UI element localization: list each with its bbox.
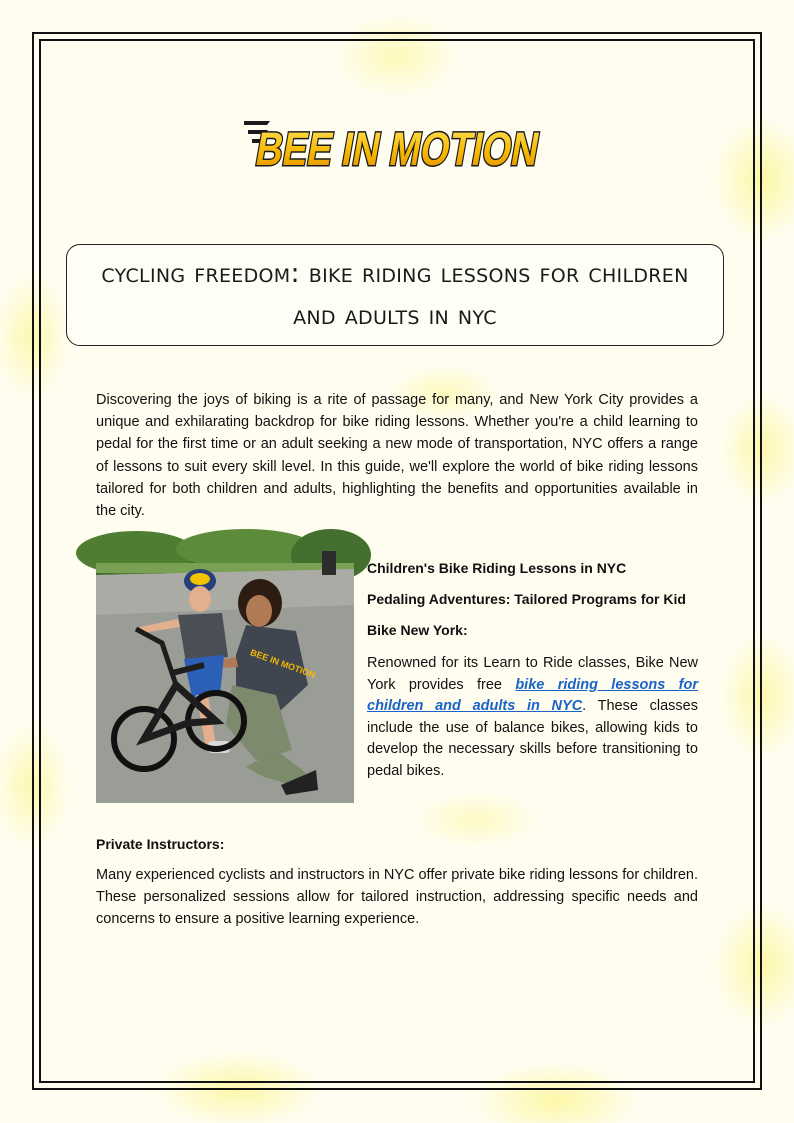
logo-text: BEE IN MOTION	[251, 123, 619, 176]
lesson-photo	[96, 545, 354, 803]
svg-text:BEE IN MOTION: BEE IN MOTION	[248, 647, 317, 681]
private-instructors-paragraph: Many experienced cyclists and instructors in NYC offer private bike riding lessons for children. These personalized sessions allow for tailored instruction, addressing specific needs and concerns to ensure a positive learning experience.	[96, 867, 698, 928]
title-box	[66, 244, 724, 346]
intro-paragraph: Discovering the joys of biking is a rite of passage for many, and New York City provides a unique and exhilarating backdrop for bike riding lessons. Whether you're a child learning to pedal for the first time or an adult seeking a new mode of transportation, NYC offers a range of lessons to suit every skill level. In this guide, we'll explore the world of bike riding lessons tailored for both children and adults, highlighting the benefits and opportunities available in the city.	[96, 392, 698, 520]
children-section-heading: Children's Bike Riding Lessons in NYC	[367, 560, 627, 576]
bike-lessons-link[interactable]: bike riding lessons for children and adults in NYC	[367, 676, 698, 714]
bike-new-york-text-before: Renowned for its Learn to Ride classes, Bike New York provides free	[367, 655, 698, 693]
bike-new-york-text-after: . These classes include the use of balance bikes, allowing kids to develop the necessary skills before transitioning to pedal bikes.	[367, 698, 698, 779]
bike-new-york-heading: Bike New York:	[367, 622, 468, 638]
private-instructors-heading: Private Instructors:	[96, 836, 225, 852]
bike-new-york-paragraph	[367, 653, 698, 782]
bee-in-motion-logo	[244, 113, 619, 176]
page-title: cycling freedom: bike riding lessons for children and adults in nyc	[101, 258, 689, 331]
children-section-subheading: Pedaling Adventures: Tailored Programs for Kid	[367, 591, 686, 607]
